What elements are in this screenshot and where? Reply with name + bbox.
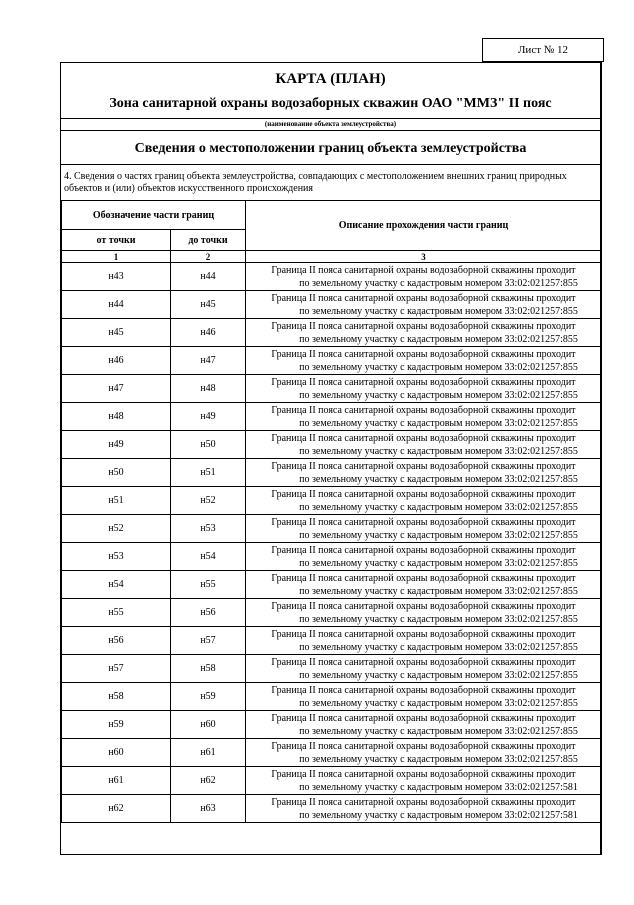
table-row (62, 739, 602, 767)
description-line: по земельному участку с кадастровым номером 33:02:021257:855 (299, 389, 578, 401)
from-point: н57 (62, 655, 171, 683)
from-point: н56 (62, 627, 171, 655)
sheet-number-box (482, 38, 604, 62)
description-line: Граница II пояса санитарной охраны водозаборной скважины проходит (271, 768, 576, 780)
description-line: Граница II пояса санитарной охраны водозаборной скважины проходит (271, 376, 576, 388)
description-line: по земельному участку с кадастровым номером 33:02:021257:855 (299, 697, 578, 709)
header-to-point: до точки (171, 230, 246, 251)
table-row (62, 711, 602, 739)
boundary-description (246, 543, 602, 571)
from-point: н46 (62, 347, 171, 375)
boundary-description (246, 767, 602, 795)
to-point: н61 (171, 739, 246, 767)
description-line: Граница II пояса санитарной охраны водозаборной скважины проходит (271, 572, 576, 584)
from-point: н45 (62, 319, 171, 347)
boundary-description (246, 459, 602, 487)
boundary-description (246, 599, 602, 627)
divider (61, 118, 600, 119)
boundary-description (246, 403, 602, 431)
boundary-description (246, 739, 602, 767)
description-line: по земельному участку с кадастровым номером 33:02:021257:855 (299, 529, 578, 541)
from-point: н48 (62, 403, 171, 431)
description-line: по земельному участку с кадастровым номером 33:02:021257:855 (299, 613, 578, 625)
table-row (62, 599, 602, 627)
description-line: по земельному участку с кадастровым номером 33:02:021257:855 (299, 501, 578, 513)
description-line: по земельному участку с кадастровым номером 33:02:021257:855 (299, 305, 578, 317)
description-line: по земельному участку с кадастровым номером 33:02:021257:581 (299, 809, 578, 821)
to-point: н60 (171, 711, 246, 739)
sheet-number: Лист № 12 (517, 44, 569, 56)
section-intro: 4. Сведения о частях границ объекта землеустройства, совпадающих с местоположением внешних границ природных объектов и (или) объектов искусственного происхождения (64, 171, 567, 194)
column-number: 2 (171, 251, 246, 263)
from-point: н52 (62, 515, 171, 543)
to-point: н50 (171, 431, 246, 459)
description-line: Граница II пояса санитарной охраны водозаборной скважины проходит (271, 544, 576, 556)
table-row (62, 515, 602, 543)
table-row (62, 347, 602, 375)
boundary-description (246, 515, 602, 543)
from-point: н51 (62, 487, 171, 515)
table-row (62, 459, 602, 487)
description-line: Граница II пояса санитарной охраны водозаборной скважины проходит (271, 292, 576, 304)
from-point: н55 (62, 599, 171, 627)
from-point: н43 (62, 263, 171, 291)
table-row (62, 683, 602, 711)
column-number: 3 (246, 251, 602, 263)
to-point: н47 (171, 347, 246, 375)
table-row (62, 319, 602, 347)
description-line: по земельному участку с кадастровым номером 33:02:021257:855 (299, 445, 578, 457)
to-point: н49 (171, 403, 246, 431)
table-row (62, 291, 602, 319)
description-line: по земельному участку с кадастровым номером 33:02:021257:855 (299, 753, 578, 765)
to-point: н59 (171, 683, 246, 711)
from-point: н47 (62, 375, 171, 403)
from-point: н59 (62, 711, 171, 739)
table-row (62, 487, 602, 515)
from-point: н61 (62, 767, 171, 795)
to-point: н52 (171, 487, 246, 515)
to-point: н51 (171, 459, 246, 487)
table-row (62, 263, 602, 291)
description-line: Граница II пояса санитарной охраны водозаборной скважины проходит (271, 628, 576, 640)
description-line: по земельному участку с кадастровым номером 33:02:021257:855 (299, 557, 578, 569)
from-point: н58 (62, 683, 171, 711)
boundary-description (246, 375, 602, 403)
description-line: Граница II пояса санитарной охраны водозаборной скважины проходит (271, 656, 576, 668)
object-name: Зона санитарной охраны водозаборных скважин ОАО "ММЗ" II пояс (109, 96, 552, 111)
description-line: Граница II пояса санитарной охраны водозаборной скважины проходит (271, 264, 576, 276)
to-point: н62 (171, 767, 246, 795)
boundary-description (246, 795, 602, 823)
document-frame (60, 62, 602, 855)
description-line: по земельному участку с кадастровым номером 33:02:021257:581 (299, 781, 578, 793)
from-point: н50 (62, 459, 171, 487)
boundary-description (246, 431, 602, 459)
boundary-description (246, 655, 602, 683)
description-line: по земельному участку с кадастровым номером 33:02:021257:855 (299, 277, 578, 289)
boundary-description (246, 487, 602, 515)
to-point: н45 (171, 291, 246, 319)
to-point: н56 (171, 599, 246, 627)
to-point: н57 (171, 627, 246, 655)
divider (61, 164, 600, 165)
table-row (62, 767, 602, 795)
to-point: н55 (171, 571, 246, 599)
from-point: н53 (62, 543, 171, 571)
divider (61, 130, 600, 131)
description-line: по земельному участку с кадастровым номером 33:02:021257:855 (299, 641, 578, 653)
boundary-description (246, 263, 602, 291)
description-line: по земельному участку с кадастровым номером 33:02:021257:855 (299, 333, 578, 345)
description-line: по земельному участку с кадастровым номером 33:02:021257:855 (299, 361, 578, 373)
boundary-description (246, 683, 602, 711)
description-line: Граница II пояса санитарной охраны водозаборной скважины проходит (271, 432, 576, 444)
description-line: Граница II пояса санитарной охраны водозаборной скважины проходит (271, 320, 576, 332)
table-row (62, 795, 602, 823)
description-line: по земельному участку с кадастровым номером 33:02:021257:855 (299, 669, 578, 681)
description-line: Граница II пояса санитарной охраны водозаборной скважины проходит (271, 516, 576, 528)
document-title: КАРТА (ПЛАН) (275, 71, 386, 87)
table-row (62, 543, 602, 571)
from-point: н62 (62, 795, 171, 823)
boundary-description (246, 571, 602, 599)
table-row (62, 627, 602, 655)
description-line: по земельному участку с кадастровым номером 33:02:021257:855 (299, 585, 578, 597)
description-line: по земельному участку с кадастровым номером 33:02:021257:855 (299, 417, 578, 429)
to-point: н48 (171, 375, 246, 403)
to-point: н44 (171, 263, 246, 291)
to-point: н53 (171, 515, 246, 543)
column-number: 1 (62, 251, 171, 263)
description-line: Граница II пояса санитарной охраны водозаборной скважины проходит (271, 600, 576, 612)
description-line: Граница II пояса санитарной охраны водозаборной скважины проходит (271, 796, 576, 808)
table-row (62, 403, 602, 431)
table-row (62, 431, 602, 459)
description-line: по земельному участку с кадастровым номером 33:02:021257:855 (299, 725, 578, 737)
from-point: н49 (62, 431, 171, 459)
description-line: Граница II пояса санитарной охраны водозаборной скважины проходит (271, 740, 576, 752)
boundary-description (246, 319, 602, 347)
header-description: Описание прохождения части границ (246, 201, 602, 251)
description-line: Граница II пояса санитарной охраны водозаборной скважины проходит (271, 348, 576, 360)
description-line: Граница II пояса санитарной охраны водозаборной скважины проходит (271, 460, 576, 472)
boundary-description (246, 291, 602, 319)
description-line: Граница II пояса санитарной охраны водозаборной скважины проходит (271, 404, 576, 416)
header-from-point: от точки (62, 230, 171, 251)
table-row (62, 655, 602, 683)
boundary-table (61, 200, 602, 823)
header-boundary-parts: Обозначение части границ (62, 201, 246, 230)
to-point: н63 (171, 795, 246, 823)
boundary-description (246, 711, 602, 739)
to-point: н54 (171, 543, 246, 571)
boundary-description (246, 347, 602, 375)
to-point: н46 (171, 319, 246, 347)
from-point: н60 (62, 739, 171, 767)
to-point: н58 (171, 655, 246, 683)
description-line: по земельному участку с кадастровым номером 33:02:021257:855 (299, 473, 578, 485)
description-line: Граница II пояса санитарной охраны водозаборной скважины проходит (271, 712, 576, 724)
object-name-caption: (наименование объекта землеустройства) (264, 120, 397, 128)
section-title: Сведения о местоположении границ объекта землеустройства (134, 141, 527, 156)
from-point: н54 (62, 571, 171, 599)
table-row (62, 571, 602, 599)
description-line: Граница II пояса санитарной охраны водозаборной скважины проходит (271, 684, 576, 696)
description-line: Граница II пояса санитарной охраны водозаборной скважины проходит (271, 488, 576, 500)
table-row (62, 375, 602, 403)
from-point: н44 (62, 291, 171, 319)
boundary-description (246, 627, 602, 655)
